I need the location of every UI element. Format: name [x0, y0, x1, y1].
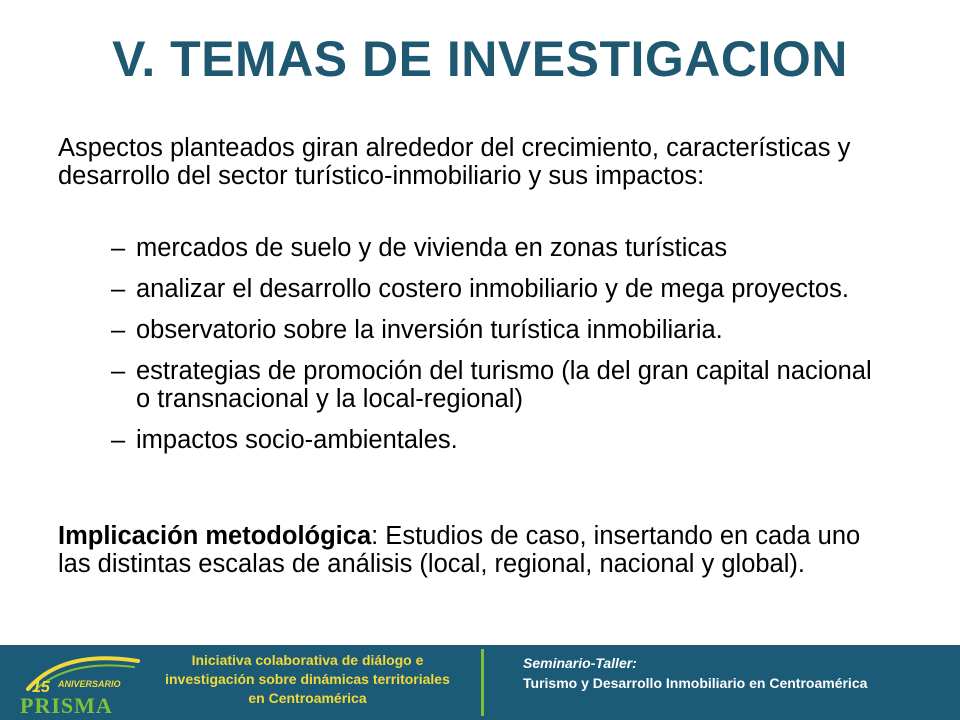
seminar-info — [523, 653, 953, 693]
methodology-label: Implicación metodológica — [58, 522, 372, 550]
list-item — [111, 357, 891, 413]
dash-marker: – — [111, 426, 126, 454]
list-item-text: mercados de suelo y de vivienda en zonas turísticas — [136, 234, 728, 262]
list-item-text: observatorio sobre la inversión turística inmobiliaria. — [136, 316, 723, 344]
seminar-title: Turismo y Desarrollo Inmobiliario en Centroamérica — [523, 675, 868, 691]
initiative-text: Iniciativa colaborativa de diálogo e investigación sobre dinámicas territoriales en Centroamérica — [165, 652, 450, 706]
dash-marker: – — [111, 234, 126, 262]
list-item-text: impactos socio-ambientales. — [136, 426, 458, 454]
logo-anniversary: ANIVERSARIO — [58, 679, 121, 689]
logo-brand: PRISMA — [20, 693, 113, 717]
dash-marker: – — [111, 275, 126, 303]
seminar-label: Seminario-Taller: — [523, 655, 637, 671]
logo-number: 15 — [32, 679, 50, 696]
slide-title: V. TEMAS DE INVESTIGACION — [112, 31, 848, 87]
dash-marker: – — [111, 316, 126, 344]
list-item — [111, 426, 891, 454]
list-item-text: analizar el desarrollo costero inmobiliario y de mega proyectos. — [136, 275, 849, 303]
dash-marker: – — [111, 357, 126, 385]
list-item-text: estrategias de promoción del turismo (la del gran capital nacional o transnacional y la local-regional) — [136, 357, 872, 413]
methodology-text: : Estudios de caso, insertando en cada uno las distintas escalas de análisis (local, regional, nacional y global). — [58, 522, 861, 578]
topics-list — [111, 234, 891, 467]
list-item — [111, 316, 891, 344]
footer-bar — [0, 645, 960, 720]
footer-divider — [481, 649, 484, 716]
intro-paragraph: Aspectos planteados giran alrededor del crecimiento, características y desarrollo del sector turístico-inmobiliario y sus impactos: — [58, 134, 851, 190]
list-item — [111, 275, 891, 303]
methodology-paragraph — [58, 522, 898, 578]
list-item — [111, 234, 891, 262]
prisma-logo — [8, 647, 158, 717]
